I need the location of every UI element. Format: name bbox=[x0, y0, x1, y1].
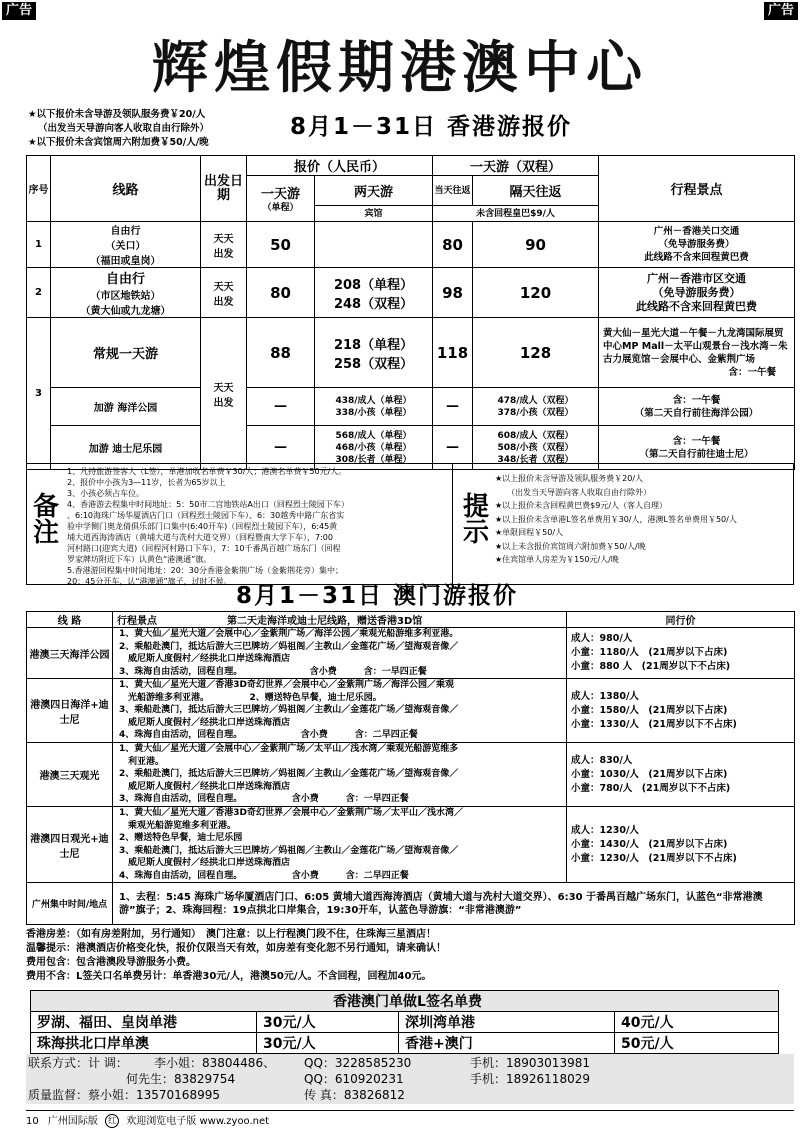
itinerary-cell bbox=[113, 679, 567, 743]
price-line: 小童：1230/人 (21周岁以下不占床) bbox=[571, 852, 737, 864]
table-row bbox=[27, 628, 795, 679]
price-line: 成人：830/人 bbox=[571, 754, 633, 766]
dep-cell: 天天出发 bbox=[201, 268, 247, 318]
itinerary-line: 威尼斯人度假村／经拱北口岸送珠海酒店 bbox=[119, 654, 291, 664]
price-d2 bbox=[315, 388, 433, 426]
page-footer bbox=[26, 1110, 794, 1130]
visa-cell: 30元/人 bbox=[257, 1012, 399, 1033]
price-line: 小童：1330/人 (21周岁以下不占床) bbox=[571, 718, 737, 730]
price-line: 218（单程） bbox=[333, 337, 414, 353]
route-line: （福田或皇岗） bbox=[90, 256, 161, 267]
price-d1: 50 bbox=[247, 222, 315, 268]
contact-line: 手机：18926118029 bbox=[470, 1072, 590, 1086]
tip-line: ★单限回程￥50/人 bbox=[495, 528, 564, 537]
price-line: 小童：780/人 (21周岁以下不占床) bbox=[571, 782, 731, 794]
price-line: 348/长者（双程） bbox=[497, 454, 574, 465]
contact-line: QQ：3228585230 bbox=[304, 1056, 412, 1070]
route-cell: 加游 海洋公园 bbox=[51, 388, 201, 426]
feature-cell bbox=[599, 222, 795, 268]
price-same: 118 bbox=[433, 318, 473, 388]
route-line: （市区地铁站） bbox=[90, 291, 161, 302]
row-no: 2 bbox=[27, 268, 51, 318]
feature-cell bbox=[599, 268, 795, 318]
remark-line: 1、凡持旅游签客人（L签），单港加收名单费￥30/人；港澳名单费￥50元/人。 bbox=[67, 467, 347, 476]
visa-title: 香港澳门单做L签名单费 bbox=[31, 991, 779, 1012]
price-cell bbox=[567, 807, 795, 883]
visa-cell: 深圳湾单港 bbox=[399, 1012, 615, 1033]
tip-line: ★以上报价未含回程黄巴费$9元/人（客人自理） bbox=[495, 501, 668, 510]
feature-note: 第二天走海洋或迪士尼线路，赠送香港3D馆 bbox=[227, 616, 423, 627]
visa-cell: 珠海拱北口岸单澳 bbox=[31, 1033, 257, 1054]
price-line: 成人：1230/人 bbox=[571, 824, 639, 836]
price-line: 小童：1030/人 (21周岁以下占床) bbox=[571, 768, 728, 780]
col-oneday: 一天游（双程） bbox=[433, 156, 599, 176]
feature-cell bbox=[599, 388, 795, 426]
itinerary-line: 4、珠海自由活动，回程自理。 含小费 含：二早四正餐 bbox=[119, 730, 418, 741]
price-line: 378/小孩（双程） bbox=[497, 407, 574, 418]
price-d1: — bbox=[247, 388, 315, 426]
feature-line: 含：一午餐 bbox=[672, 394, 721, 406]
price-line: 成人：980/人 bbox=[571, 633, 633, 644]
price-line: 208（单程） bbox=[333, 277, 414, 293]
price-d2 bbox=[315, 268, 433, 318]
itinerary-line: 3、乘船赴澳门，抵达后游大三巴牌坊／妈祖阁／主教山／金莲花广场／望海观音像／ bbox=[119, 705, 459, 716]
route-cell: 港澳三天海洋公园 bbox=[27, 628, 113, 679]
route-line: 自由行 bbox=[105, 272, 145, 287]
remark-line: 20：45分开车，认“港澳通”旗子，过时不候。 bbox=[67, 577, 232, 586]
price-line: 248（双程） bbox=[333, 296, 414, 312]
remark-line: 2、报价中小孩为3—11岁，长者为65岁以上 bbox=[67, 478, 226, 487]
price-line: 小童：880 人 (21周岁以下不占床) bbox=[571, 661, 731, 672]
col-price: 同行价 bbox=[567, 612, 795, 628]
remark-line: 、6:10海珠广场华厦酒店门口（回程烈士陵园下车）、6：30越秀中路广东省实 bbox=[67, 511, 345, 520]
col-dep: 出发日期 bbox=[201, 156, 247, 222]
contact-line: 质量监督：蔡小姐：13570168995 bbox=[28, 1088, 220, 1102]
footer-line: 费用不含：L签关口名单费另计：单香港30元/人，港澳50元/人。不含回程，回程加40元。 bbox=[26, 971, 432, 982]
d1-label: 一天游 bbox=[260, 187, 300, 202]
row-no: 1 bbox=[27, 222, 51, 268]
page-number: 10 bbox=[26, 1116, 39, 1127]
price-cell bbox=[567, 628, 795, 679]
tip-line: ★住宾馆单人房差为￥150元/人/晚 bbox=[495, 555, 619, 564]
price-cell bbox=[567, 679, 795, 743]
tip-line: （出发当天导游向客人收取自由行除外） bbox=[507, 487, 651, 497]
contact-line: 传 真：83826812 bbox=[304, 1088, 405, 1102]
itinerary-line: 1、黄大仙／星光大道／会展中心／金紫荆广场／海洋公园／乘观光船游维多利亚港。 bbox=[119, 629, 459, 639]
route-cell bbox=[51, 268, 201, 318]
remark-line: 4、香港游去程集中时间地址：5：50市二宫地铁站A出口（回程烈士陵园下车） bbox=[67, 500, 349, 509]
itinerary-line: 威尼斯人度假村／经拱北口岸送珠海酒店 bbox=[119, 781, 291, 792]
col-bus: 未含回程皇巴$9/人 bbox=[433, 206, 599, 222]
price-next bbox=[473, 388, 599, 426]
price-line: 608/成人（双程） bbox=[497, 430, 574, 441]
price-d1: — bbox=[247, 426, 315, 470]
remarks-box bbox=[26, 463, 794, 585]
note-line: ★以下报价未含宾馆周六附加费￥50/人/晚 bbox=[28, 137, 209, 148]
table-row bbox=[31, 1033, 779, 1054]
itinerary-line: 1、黄大仙／星光大道／会展中心／金紫荆广场／太平山／浅水湾／乘观光船游览维多 bbox=[119, 744, 459, 755]
itinerary-line: 2、乘船赴澳门，抵达后游大三巴牌坊／妈祖阁／主教山／金莲花广场／望海观音像／ bbox=[119, 769, 459, 780]
table-row bbox=[31, 1012, 779, 1033]
contact-line: 何先生：83829754 bbox=[126, 1072, 236, 1086]
price-line: 468/小孩（单程） bbox=[335, 442, 412, 453]
feature-line: 黄大仙－星光大道－午餐－九龙湾国际展贸中心MP Mall－太平山观景台－浅水湾－朱古力展览馆－会展中心、金紫荆广场 bbox=[603, 327, 788, 365]
feature-line: 含：一午餐 bbox=[728, 366, 777, 378]
note-line: （出发当天导游向客人收取自由行除外） bbox=[38, 123, 210, 134]
tip-line: ★以上报价未含单港L签名单费用￥30/人，港澳L签名单费用￥50/人 bbox=[495, 514, 737, 524]
feature-cell bbox=[599, 318, 795, 388]
table-row bbox=[27, 807, 795, 883]
contacts-label: 联系方式：计 调： bbox=[28, 1056, 128, 1070]
footer-line: 温馨提示：港澳酒店价格变化快，报价仅限当天有效，如房差有变化恕不另行通知，请来确认！ bbox=[26, 943, 446, 954]
itinerary-line: 3、乘船赴澳门，抵达后游大三巴牌坊／妈祖阁／主教山／金莲花广场／望海观音像／ bbox=[119, 845, 459, 856]
visa-fee-table bbox=[30, 990, 779, 1054]
feature-line: 广州－香港市区交通 bbox=[647, 271, 747, 285]
price-line: 成人：1380/人 bbox=[571, 690, 639, 702]
dep-cell: 天天出发 bbox=[201, 222, 247, 268]
table-row bbox=[27, 222, 795, 268]
itinerary-line: 1、黄大仙／星光大道／香港3D奇幻世界／会展中心／金紫荆广场／海洋公园／乘观 bbox=[119, 680, 454, 691]
itinerary-line: 乘观光船游览维多利亚港。 bbox=[119, 820, 237, 831]
footer-notes bbox=[26, 928, 794, 984]
table-row bbox=[27, 743, 795, 807]
price-next: 120 bbox=[473, 268, 599, 318]
mo-price-table bbox=[26, 611, 795, 925]
d1-sub: （单程） bbox=[262, 203, 299, 213]
route-line: 自由行 bbox=[110, 226, 141, 237]
price-same: 80 bbox=[433, 222, 473, 268]
hk-price-table bbox=[26, 155, 795, 470]
table-row bbox=[27, 318, 795, 388]
route-line: （黄大仙或九龙塘） bbox=[80, 306, 171, 317]
price-d2 bbox=[315, 318, 433, 388]
remarks-label: 备注 bbox=[32, 492, 59, 548]
tip-line: ★以上报价未含导游及领队服务费￥20/人 bbox=[495, 474, 644, 483]
price-d2 bbox=[315, 222, 433, 268]
col-route: 线 路 bbox=[27, 612, 113, 628]
col-next: 隔天往返 bbox=[473, 176, 599, 206]
contact-line: QQ：610920231 bbox=[304, 1072, 404, 1086]
contact-line: 手机：18903013981 bbox=[470, 1056, 590, 1070]
visa-cell: 香港+澳门 bbox=[399, 1033, 615, 1054]
itinerary-cell bbox=[113, 628, 567, 679]
note-line: ★以下报价未含导游及领队服务费￥20/人 bbox=[28, 109, 206, 120]
price-line: 小童：1180/人 (21周岁以下占床) bbox=[571, 647, 728, 658]
table-row bbox=[27, 679, 795, 743]
remark-line: 3、小孩必须占车位。 bbox=[67, 489, 145, 498]
remark-line: 5.香港游回程集中时间地址：20：30分香港金紫荆广场（金紫荆花旁）集中； bbox=[67, 566, 343, 575]
tips-list bbox=[495, 472, 791, 567]
ad-tag-right: 广告 bbox=[764, 2, 798, 20]
mo-subtitle: 8月1－31日 澳门游报价 bbox=[236, 583, 519, 609]
feature-line: （第二天自行前往迪士尼） bbox=[639, 448, 754, 460]
itinerary-line: 3、珠海自由活动，回程自理。 含小费 含：一早四正餐 bbox=[119, 666, 427, 677]
route-cell: 港澳四日观光+迪士尼 bbox=[27, 807, 113, 883]
price-d1: 88 bbox=[247, 318, 315, 388]
route-cell: 港澳三天观光 bbox=[27, 743, 113, 807]
price-next: 90 bbox=[473, 222, 599, 268]
price-line: 568/成人（单程） bbox=[335, 430, 412, 441]
gather-text: 1、去程：5:45 海珠广场华厦酒店门口、6:05 黄埔大道西海涛酒店（黄埔大道与冼村大道交界）、6:30 于番禺百越广场东门，认蓝色“非常港澳游”旗子；2、珠海回程：19点拱北口岸集合，19:30开车，认蓝色导游旗：“非常港澳游” bbox=[113, 883, 795, 925]
remark-line: 河村路口(迎宾大道)（回程河村路口下车），7：10千番禺百越广场东门（回程 bbox=[67, 544, 341, 553]
price-cell bbox=[567, 743, 795, 807]
itinerary-line: 1、黄大仙／星光大道／香港3D奇幻世界／会展中心／金紫荆广场／太平山／浅水湾／ bbox=[119, 808, 463, 818]
price-same: — bbox=[433, 388, 473, 426]
itinerary-line: 利亚港。 bbox=[119, 756, 165, 767]
col-d2: 两天游 bbox=[315, 176, 433, 206]
itinerary-line: 威尼斯人度假村／经拱北口岸送珠海酒店 bbox=[119, 858, 291, 868]
tip-line: ★以上未含报价宾馆周六附加费￥50/人/晚 bbox=[495, 541, 646, 551]
feature-line: （免导游服务费） bbox=[658, 239, 735, 250]
price-next: 128 bbox=[473, 318, 599, 388]
col-d1 bbox=[247, 176, 315, 222]
price-line: 小童：1580/人 (21周岁以下占床) bbox=[571, 704, 728, 716]
route-cell bbox=[51, 222, 201, 268]
price-line: 338/小孩（单程） bbox=[335, 407, 412, 418]
price-line: 508/小孩（双程） bbox=[497, 442, 574, 453]
price-line: 478/成人（双程） bbox=[497, 395, 574, 406]
brand-logo-icon: 红 bbox=[105, 1114, 119, 1128]
gather-label: 广州集中时间/地点 bbox=[27, 883, 113, 925]
itinerary-line: 4、珠海自由活动，回程自理。 含小费 含：二早四正餐 bbox=[119, 870, 409, 881]
contacts-box bbox=[26, 1054, 794, 1104]
ad-tag-left: 广告 bbox=[2, 2, 36, 20]
route-cell: 加游 迪士尼乐园 bbox=[51, 426, 201, 470]
itinerary-line: 2、赠送特色早餐，迪士尼乐园 bbox=[119, 833, 243, 843]
remarks-divider bbox=[452, 464, 453, 584]
tips-label: 提示 bbox=[462, 492, 489, 548]
col-no: 序号 bbox=[27, 156, 51, 222]
col-price: 报价（人民币） bbox=[247, 156, 433, 176]
visa-cell: 30元/人 bbox=[257, 1033, 399, 1054]
visa-cell: 罗湖、福田、皇岗单港 bbox=[31, 1012, 257, 1033]
feature-line: （免导游服务费） bbox=[652, 285, 741, 299]
remark-line: 验中学侧门奥龙倩俱乐部门口集中(6:40开车)（回程烈士陵园下车），6:45黄 bbox=[67, 522, 338, 531]
feature-line: 此线路不含来回程黄巴费 bbox=[636, 299, 758, 313]
visa-cell: 40元/人 bbox=[615, 1012, 779, 1033]
site-url: 欢迎浏览电子版 www.zyoo.net bbox=[126, 1116, 270, 1127]
page-title: 辉煌假期港澳中心 bbox=[152, 36, 648, 101]
itinerary-line: 威尼斯人度假村／经拱北口岸送珠海酒店 bbox=[119, 717, 291, 728]
price-line: 308/长者（单程） bbox=[335, 454, 412, 465]
route-line: （关口） bbox=[105, 241, 146, 252]
table-row bbox=[27, 388, 795, 426]
hk-subtitle: 8月1－31日 香港游报价 bbox=[290, 114, 573, 140]
col-feature bbox=[113, 612, 567, 628]
price-line: 258（双程） bbox=[333, 356, 414, 372]
route-cell: 港澳四日海洋+迪士尼 bbox=[27, 679, 113, 743]
price-same: — bbox=[433, 426, 473, 470]
price-line: 438/成人（单程） bbox=[335, 395, 412, 406]
itinerary-cell bbox=[113, 743, 567, 807]
dep-cell: 天天出发 bbox=[201, 318, 247, 470]
top-notes bbox=[28, 108, 278, 150]
itinerary-line: 2、乘船赴澳门，抵达后游大三巴牌坊／妈祖阁／主教山／金莲花广场／望海观音像／ bbox=[119, 641, 459, 652]
table-row bbox=[27, 268, 795, 318]
price-same: 98 bbox=[433, 268, 473, 318]
col-feature: 行程景点 bbox=[599, 156, 795, 222]
feature-line: 含：一午餐 bbox=[672, 435, 721, 447]
col-same: 当天往返 bbox=[433, 176, 473, 206]
feature-line: 此线路不含来回程黄巴费 bbox=[644, 252, 749, 263]
price-line: 小童：1430/人 (21周岁以下占床) bbox=[571, 838, 728, 850]
remark-line: 罗家牌坊附近下车）认黄色“港澳通”旗。 bbox=[67, 555, 212, 564]
price-d1: 80 bbox=[247, 268, 315, 318]
contact-line: 李小姐：83804486、 bbox=[154, 1056, 276, 1070]
col-hotel: 宾馆 bbox=[315, 206, 433, 222]
brand-name: 广州国际版 bbox=[47, 1116, 98, 1127]
itinerary-line: 3、珠海自由活动，回程自理。 含小费 含：一早四正餐 bbox=[119, 794, 409, 805]
row-no: 3 bbox=[27, 318, 51, 470]
col-route: 线路 bbox=[51, 156, 201, 222]
itinerary-cell bbox=[113, 807, 567, 883]
footer-line: 费用包含：包含港澳段导游服务小费。 bbox=[26, 957, 196, 968]
table-row bbox=[27, 883, 795, 925]
route-cell: 常规一天游 bbox=[51, 318, 201, 388]
visa-cell: 50元/人 bbox=[615, 1033, 779, 1054]
feature-line: 广州－香港关口交通 bbox=[653, 226, 740, 237]
itinerary-line: 光船游维多利亚港。 2、赠送特色早餐，迪士尼乐园。 bbox=[119, 692, 382, 703]
footer-line: 香港房差：（如有房差附加，另行通知） 澳门注意：以上行程澳门段不住，住珠海三星酒店！ bbox=[26, 929, 436, 940]
feature-header: 行程景点 bbox=[117, 616, 157, 627]
remark-line: 埔大道西海涛酒店（黄埔大道与冼村大道交界）（回程暨南大学下车），7:00 bbox=[67, 533, 333, 542]
remarks-list bbox=[67, 466, 447, 587]
feature-line: （第二天自行前往海洋公园） bbox=[634, 407, 759, 419]
